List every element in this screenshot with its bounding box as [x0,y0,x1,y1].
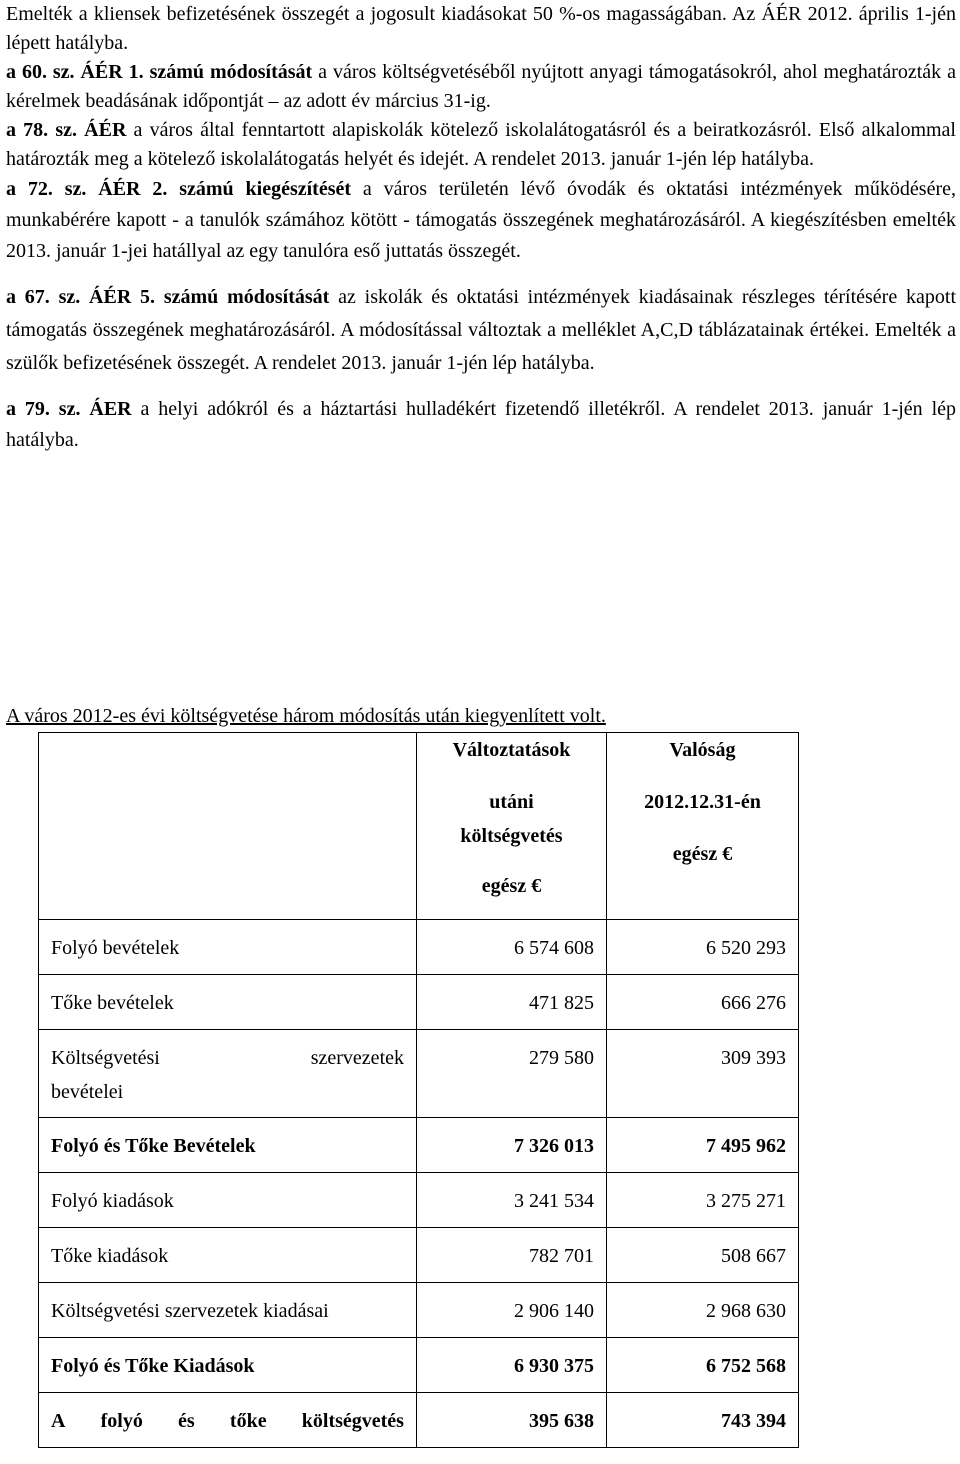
row-label: Tőke kiadások [39,1228,417,1283]
row-planned: 395 638 [417,1393,607,1448]
spacer [6,267,956,281]
paragraph-1: Emelték a kliensek befizetésének összegét a jogosult kiadásokat 50 %-os magasságában. Az ÁÉR 2012. április 1-jén lépett hatályba. [6,3,956,54]
table-row [39,1338,799,1393]
row-label-word: Költségvetési [51,1047,160,1069]
header-planned [417,733,607,920]
paragraph-4-reference: a 72. sz. ÁÉR 2. számú kiegészítését [6,178,352,200]
paragraph-4-text: a város területén lévő óvodák és oktatási intézmények működésére, munkabérére kapott - a tanulók számához kötött - támogatás összegének meghatározásáról. A kiegészítésben emelték 2013. január 1-jei hatállyal az egy tanulóra eső juttatás összegét. [6,178,956,262]
row-label-line-2: bevételei [51,1081,124,1103]
row-planned: 3 241 534 [417,1173,607,1228]
row-actual: 6 520 293 [607,920,799,975]
row-actual: 3 275 271 [607,1173,799,1228]
budget-intro: A város 2012-es évi költségvetése három módosítás után kiegyenlített volt. [6,705,606,727]
table-row [39,920,799,975]
row-label: Folyó és Tőke Kiadások [39,1338,417,1393]
row-label: Folyó és Tőke Bevételek [39,1118,417,1173]
row-label-line-1 [51,1041,404,1075]
paragraph-3 [6,116,956,174]
row-planned: 6 930 375 [417,1338,607,1393]
table-row [39,1118,799,1173]
row-label-justified [51,1404,404,1438]
row-label-word: folyó [100,1410,143,1432]
row-actual: 2 968 630 [607,1283,799,1338]
header-planned-line-1: Változtatások [452,739,571,761]
row-planned: 279 580 [417,1030,607,1118]
table-row [39,1173,799,1228]
paragraph-2-reference: a 60. sz. ÁÉR 1. számú módosítását [6,61,313,83]
header-actual-line-3: egész € [672,843,733,865]
spacer [6,380,956,394]
table-row [39,1030,799,1118]
table-row [39,1283,799,1338]
paragraph-2-text: a város költségvetéséből nyújtott anyagi támogatásokról, ahol meghatározták a kérelmek beadásának időpontját – az adott év március 31-ig. [6,61,956,112]
paragraph-3-reference: a 78. sz. ÁÉR [6,119,127,141]
paragraph-5-text: az iskolák és oktatási intézmények kiadásainak részleges térítésére kapott támogatás összegének meghatározásáról. A módosítással változtak a melléklet A,C,D táblázatainak értékei. Emelték a szülők befizetésének összegét. A rendelet 2013. január 1-jén lép hatályba. [6,286,957,374]
row-planned: 782 701 [417,1228,607,1283]
header-planned-line-2: utáni [489,791,534,813]
row-label-word: költségvetés [301,1410,404,1432]
table-row [39,1228,799,1283]
paragraph-6-text: a helyi adókról és a háztartási hulladékért fizetendő illetékről. A rendelet 2013. január 1-jén lép hatályba. [6,398,956,451]
row-label-word: A [51,1410,66,1432]
row-actual: 666 276 [607,975,799,1030]
budget-table [38,732,799,1448]
row-planned: 7 326 013 [417,1118,607,1173]
row-label [39,1030,417,1118]
document-page [6,0,956,456]
table-header-row [39,733,799,920]
row-label: Folyó bevételek [39,920,417,975]
row-planned: 6 574 608 [417,920,607,975]
header-empty-cell [39,733,417,920]
row-actual: 743 394 [607,1393,799,1448]
row-label: Tőke bevételek [39,975,417,1030]
paragraph-6 [6,394,956,456]
header-planned-line-4: egész € [481,875,542,897]
row-label [39,1393,417,1448]
header-actual-line-1: Valóság [669,739,736,761]
row-label-word: szervezetek [310,1047,404,1069]
row-label-word: tőke [229,1410,267,1432]
row-actual: 309 393 [607,1030,799,1118]
row-planned: 2 906 140 [417,1283,607,1338]
row-label-word: és [178,1410,195,1432]
header-actual [607,733,799,920]
paragraph-3-text: a város által fenntartott alapiskolák kötelező iskolalátogatásról és a beiratkozásról. Első alkalommal határozták meg a kötelező iskolalátogatás helyét és idejét. A rendelet 2013. január 1-jén lép hatályba. [6,119,956,170]
header-actual-line-2: 2012.12.31-én [644,791,761,813]
row-planned: 471 825 [417,975,607,1030]
row-label: Folyó kiadások [39,1173,417,1228]
row-actual: 508 667 [607,1228,799,1283]
paragraph-2 [6,58,956,116]
paragraph-5 [6,281,956,380]
row-actual: 7 495 962 [607,1118,799,1173]
header-planned-line-3: költségvetés [460,825,563,847]
table-row [39,975,799,1030]
row-actual: 6 752 568 [607,1338,799,1393]
table-row [39,1393,799,1448]
paragraph-5-reference: a 67. sz. ÁÉR 5. számú módosítását [6,286,330,308]
row-label: Költségvetési szervezetek kiadásai [39,1283,417,1338]
paragraph-4 [6,174,956,267]
paragraph-6-reference: a 79. sz. ÁER [6,398,132,420]
